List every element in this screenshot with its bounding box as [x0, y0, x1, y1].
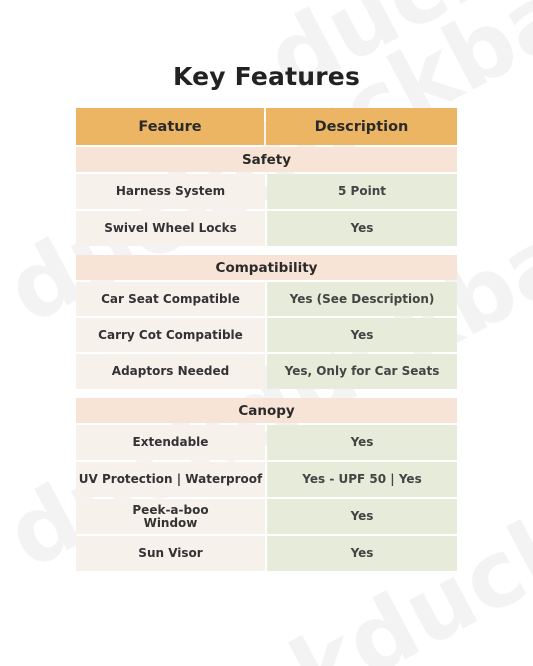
description-cell: Yes - UPF 50 | Yes	[267, 462, 457, 497]
description-cell: Yes, Only for Car Seats	[267, 354, 457, 389]
watermark-logo	[250, 0, 533, 114]
description-cell: Yes	[267, 425, 457, 460]
description-cell: Yes	[267, 211, 457, 246]
feature-cell: Peek-a-boo Window	[76, 499, 265, 534]
description-cell: Yes	[267, 318, 457, 352]
section-title: Compatibility	[76, 255, 457, 280]
table-row	[76, 499, 457, 534]
description-cell: Yes	[267, 536, 457, 571]
table-row	[76, 354, 457, 389]
table-row	[76, 425, 457, 460]
feature-cell: Harness System	[76, 174, 265, 209]
section-compatibility	[76, 255, 457, 389]
description-cell: Yes (See Description)	[267, 282, 457, 316]
column-header-feature: Feature	[76, 108, 264, 145]
feature-cell: Adaptors Needed	[76, 354, 265, 389]
table-row	[76, 282, 457, 316]
section-canopy	[76, 398, 457, 571]
table-row	[76, 536, 457, 571]
table-row	[76, 211, 457, 246]
description-cell: Yes	[267, 499, 457, 534]
section-title: Canopy	[76, 398, 457, 423]
table-row	[76, 462, 457, 497]
description-cell: 5 Point	[267, 174, 457, 209]
column-header-description: Description	[266, 108, 457, 145]
feature-cell: Extendable	[76, 425, 265, 460]
table-header-row	[76, 108, 457, 145]
table-row	[76, 318, 457, 352]
page-title: Key Features	[172, 62, 361, 91]
table-row	[76, 174, 457, 209]
section-safety	[76, 147, 457, 246]
feature-cell: Sun Visor	[76, 536, 265, 571]
feature-cell: Swivel Wheel Locks	[76, 211, 265, 246]
feature-cell: Carry Cot Compatible	[76, 318, 265, 352]
feature-cell: Car Seat Compatible	[76, 282, 265, 316]
section-title: Safety	[76, 147, 457, 172]
feature-cell: UV Protection | Waterproof	[76, 462, 265, 497]
features-table	[76, 108, 457, 571]
